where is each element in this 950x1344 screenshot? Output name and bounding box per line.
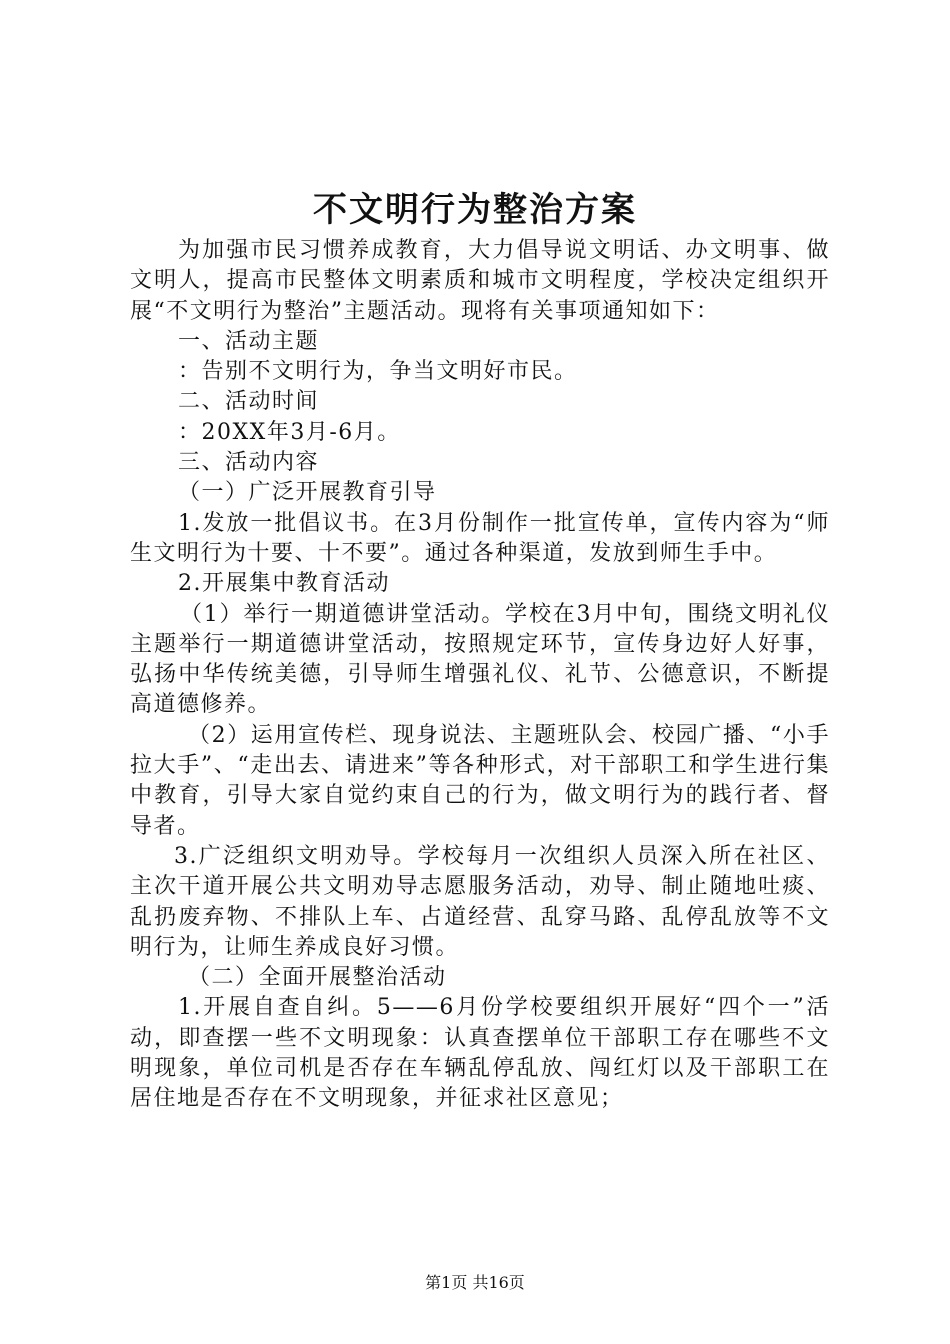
paragraph: ：告别不文明行为，争当文明好市民。 [178, 359, 578, 385]
paragraph: ：20XX年3月-6月。 [178, 419, 401, 445]
paragraph: 1.发放一批倡议书。在3月份制作一批宣传单，宣传内容为“师生文明行为十要、十不要”。通过各种渠道，发放到师生手中。 [130, 510, 830, 566]
paragraph: 为加强市民习惯养成教育，大力倡导说文明话、办文明事、做文明人，提高市民整体文明素质和城市文明程度，学校决定组织开展“不文明行为整治”主题活动。现将有关事项通知如下： [130, 238, 830, 324]
paragraph: 2.开展集中教育活动 [178, 571, 390, 597]
paragraph: 二、活动时间 [178, 389, 320, 415]
paragraph: 1.开展自查自纠。5——6月份学校要组织开展好“四个一”活动，即查摆一些不文明现象：认真查摆单位干部职工存在哪些不文明现象，单位司机是否存在车辆乱停乱放、闯红灯以及干部职工在居住地是否存在不文明现象，并征求社区意见； [130, 995, 830, 1112]
page-footer: 第1页 共16页 [425, 1273, 525, 1292]
document-title: 不文明行为整治方案 [313, 190, 637, 230]
paragraph: （1）举行一期道德讲堂活动。学校在3月中旬，围绕文明礼仪主题举行一期道德讲堂活动，按照规定环节，宣传身边好人好事，弘扬中华传统美德，引导师生增强礼仪、礼节、公德意识，不断提高道德修养。 [130, 601, 830, 718]
paragraph: 3.广泛组织文明劝导。学校每月一次组织人员深入所在社区、主次干道开展公共文明劝导志愿服务活动，劝导、制止随地吐痰、乱扔废弃物、不排队上车、占道经营、乱穿马路、乱停乱放等不文明行为，让师生养成良好习惯。 [130, 843, 830, 960]
paragraph: （一）广泛开展教育引导 [178, 480, 437, 506]
paragraph: （2）运用宣传栏、现身说法、主题班队会、校园广播、“小手拉大手”、“走出去、请进来”等各种形式，对干部职工和学生进行集中教育，引导大家自觉约束自己的行为，做文明行为的践行者、督导者。 [130, 722, 830, 839]
paragraph: 三、活动内容 [178, 450, 320, 476]
paragraph: 一、活动主题 [178, 328, 320, 354]
paragraph: （二）全面开展整治活动 [188, 965, 447, 991]
document-body [130, 236, 830, 1115]
